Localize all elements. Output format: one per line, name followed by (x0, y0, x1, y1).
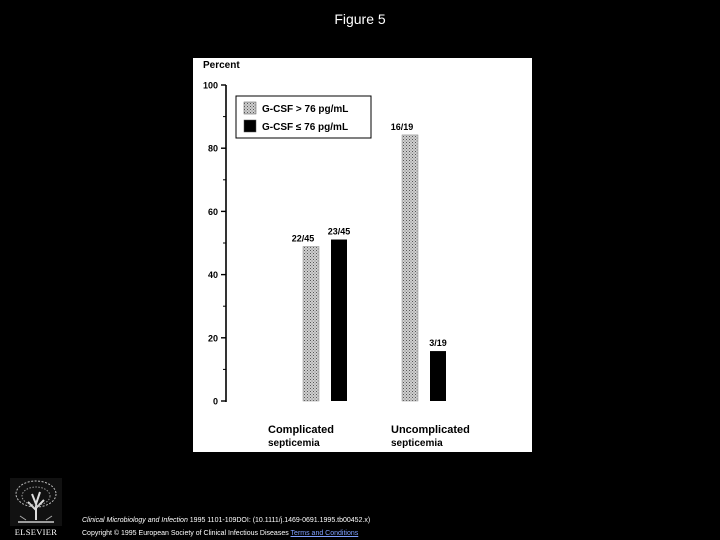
bar-gcsf-low (430, 351, 446, 401)
bar-gcsf-low (331, 240, 347, 401)
y-tick-label: 60 (207, 206, 218, 217)
y-tick-label: 100 (202, 80, 218, 91)
elsevier-wordmark: ELSEVIER (14, 527, 58, 537)
category-label: septicemia (268, 438, 320, 449)
bar-chart (193, 58, 532, 452)
y-axis-label: Percent (203, 60, 240, 71)
copyright-line (82, 527, 370, 540)
bar-data-label: 23/45 (327, 226, 351, 237)
category-label: Uncomplicated (391, 424, 470, 436)
bar-gcsf-high (402, 135, 418, 401)
citation-line (82, 514, 370, 527)
y-tick-label: 0 (212, 396, 218, 407)
category-label: Complicated (268, 424, 335, 436)
legend-swatch (244, 102, 256, 114)
bar-data-label: 3/19 (429, 338, 447, 349)
legend-label: G-CSF ≤ 76 pg/mL (262, 122, 349, 133)
journal-name: Clinical Microbiology and Infection (82, 517, 188, 524)
slide-title: Figure 5 (334, 11, 386, 27)
terms-link[interactable]: Terms and Conditions (290, 530, 359, 537)
bar-data-label: 16/19 (390, 121, 414, 132)
legend-swatch (244, 120, 256, 132)
citation-details: 1995 1101-109DOI: (10.1111/j.1469-0691.1995.tb00452.x) (187, 517, 371, 524)
figure-panel (193, 58, 532, 452)
bar-data-label: 22/45 (291, 233, 315, 244)
category-label: septicemia (391, 438, 443, 449)
copyright-text: Copyright © 1995 European Society of Clinical Infectious Diseases (82, 530, 289, 537)
y-tick-label: 40 (207, 270, 218, 281)
legend-label: G-CSF > 76 pg/mL (262, 104, 349, 115)
y-tick-label: 80 (207, 143, 218, 154)
y-tick-label: 20 (207, 333, 218, 344)
citation-footer (82, 514, 370, 540)
bar-gcsf-high (303, 246, 319, 401)
